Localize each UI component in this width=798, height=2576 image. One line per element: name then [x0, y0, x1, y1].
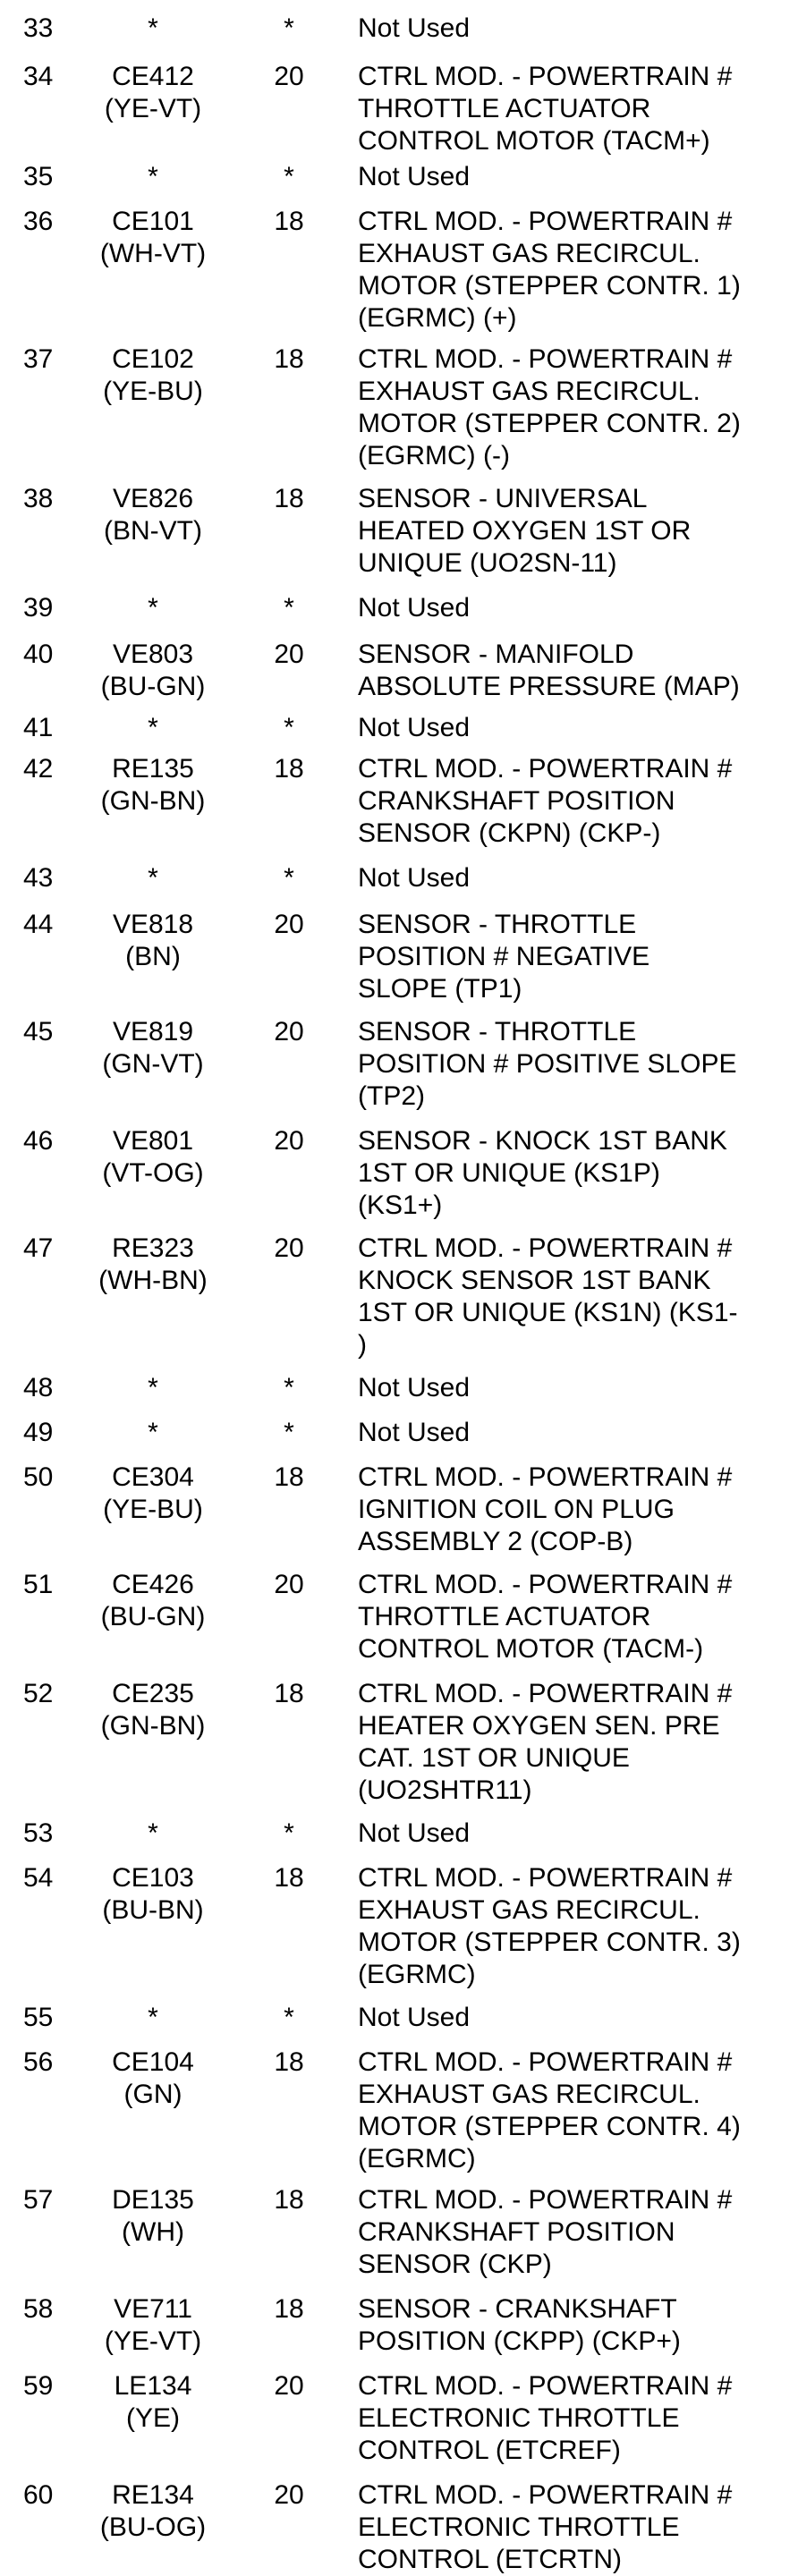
circuit-id: CE104 [112, 2047, 194, 2077]
circuit-id: RE134 [112, 2480, 194, 2510]
circuit-id: CE101 [112, 207, 194, 236]
circuit-cell [77, 61, 229, 125]
wire-color: (BU-OG) [99, 2512, 207, 2542]
pin-number: 44 [23, 910, 54, 939]
circuit-cell [77, 862, 229, 894]
function-line: CRANKSHAFT POSITION [358, 786, 675, 816]
function-cell [358, 1678, 798, 1807]
wire-gauge: 18 [274, 344, 304, 374]
wire-color: (GN-VT) [102, 1049, 204, 1079]
circuit-cell [77, 592, 229, 624]
circuit-cell [77, 1569, 229, 1633]
circuit-cell [77, 909, 229, 973]
function-line: CTRL MOD. - POWERTRAIN # [358, 1679, 733, 1708]
function-cell [358, 1125, 798, 1222]
function-line: HEATED OXYGEN 1ST OR [358, 516, 692, 546]
function-cell [358, 206, 798, 335]
function-cell [358, 1862, 798, 1991]
function-line: EXHAUST GAS RECIRCUL. [358, 377, 700, 406]
wire-gauge: 18 [274, 2047, 304, 2077]
wire-color: (BU-BN) [102, 1895, 204, 1925]
wire-gauge: 18 [274, 2185, 304, 2215]
pin-number: 42 [23, 754, 54, 784]
circuit-id: * [148, 593, 158, 623]
function-line: UNIQUE (UO2SN-11) [358, 548, 617, 578]
circuit-cell [77, 1125, 229, 1190]
function-line: (EGRMC) [358, 2144, 476, 2174]
function-line: THROTTLE ACTUATOR [358, 1602, 651, 1631]
function-line: ELECTRONIC THROTTLE [358, 2512, 680, 2542]
wire-color: (GN-BN) [100, 786, 206, 816]
circuit-id: * [148, 1818, 158, 1848]
function-line: CTRL MOD. - POWERTRAIN # [358, 1233, 733, 1263]
function-line: CONTROL MOTOR (TACM-) [358, 1634, 704, 1664]
circuit-cell [77, 1417, 229, 1449]
function-line: CONTROL (ETCREF) [358, 2436, 621, 2465]
wire-gauge: 18 [274, 754, 304, 784]
function-cell [358, 1372, 798, 1404]
circuit-cell [77, 2002, 229, 2034]
wire-color: (YE-VT) [104, 2326, 202, 2356]
wire-color: (WH-VT) [99, 239, 207, 268]
wire-gauge: 20 [274, 1126, 304, 1156]
wire-color: (BU-GN) [100, 672, 206, 701]
function-cell [358, 2002, 798, 2034]
wire-gauge: 20 [274, 1570, 304, 1599]
function-line: Not Used [358, 863, 471, 893]
circuit-cell [77, 1462, 229, 1526]
function-line: Not Used [358, 13, 471, 43]
wire-gauge: * [284, 13, 294, 43]
wire-gauge: 18 [274, 2294, 304, 2324]
function-cell [358, 1569, 798, 1665]
function-line: 1ST OR UNIQUE (KS1P) [358, 1158, 660, 1188]
circuit-cell [77, 2479, 229, 2544]
pin-number: 53 [23, 1818, 54, 1848]
pin-number: 51 [23, 1570, 54, 1599]
function-line: MOTOR (STEPPER CONTR. 2) [358, 409, 741, 438]
circuit-id: VE803 [112, 640, 194, 669]
wire-gauge: * [284, 1373, 294, 1402]
circuit-cell [77, 161, 229, 193]
wire-color: (BN) [125, 942, 181, 971]
function-line: Not Used [358, 1818, 471, 1848]
circuit-cell [77, 2184, 229, 2249]
function-cell [358, 1462, 798, 1558]
circuit-id: DE135 [112, 2185, 194, 2215]
function-cell [358, 13, 798, 45]
pin-number: 35 [23, 162, 54, 191]
function-cell [358, 909, 798, 1005]
pin-number: 48 [23, 1373, 54, 1402]
function-line: CTRL MOD. - POWERTRAIN # [358, 207, 733, 236]
function-cell [358, 2479, 798, 2576]
circuit-id: CE426 [112, 1570, 194, 1599]
circuit-id: CE235 [112, 1679, 194, 1708]
function-line: Not Used [358, 1373, 471, 1402]
function-line: SENSOR - THROTTLE [358, 910, 637, 939]
function-cell [358, 61, 798, 157]
wire-color: (WH-BN) [98, 1266, 208, 1295]
circuit-id: VE826 [112, 484, 194, 513]
function-line: EXHAUST GAS RECIRCUL. [358, 239, 700, 268]
function-line: CTRL MOD. - POWERTRAIN # [358, 754, 733, 784]
circuit-id: RE323 [112, 1233, 194, 1263]
function-line: CTRL MOD. - POWERTRAIN # [358, 2480, 733, 2510]
function-line: MOTOR (STEPPER CONTR. 1) [358, 271, 741, 301]
wire-color: (YE-VT) [104, 94, 202, 123]
function-cell [358, 2293, 798, 2358]
circuit-id: * [148, 13, 158, 43]
wire-gauge: 20 [274, 1017, 304, 1046]
function-cell [358, 592, 798, 624]
pin-number: 60 [23, 2480, 54, 2510]
circuit-id: * [148, 1373, 158, 1402]
pin-number: 45 [23, 1017, 54, 1046]
circuit-id: * [148, 162, 158, 191]
function-line: EXHAUST GAS RECIRCUL. [358, 1895, 700, 1925]
wire-gauge: 20 [274, 1233, 304, 1263]
circuit-cell [77, 1678, 229, 1742]
function-line: SENSOR - UNIVERSAL [358, 484, 648, 513]
pin-number: 58 [23, 2294, 54, 2324]
function-line: Not Used [358, 1418, 471, 1447]
function-line: CAT. 1ST OR UNIQUE [358, 1743, 630, 1773]
function-line: ) [358, 1330, 367, 1360]
function-cell [358, 862, 798, 894]
function-cell [358, 2370, 798, 2467]
function-line: (KS1+) [358, 1191, 443, 1220]
function-line: CTRL MOD. - POWERTRAIN # [358, 1863, 733, 1893]
wire-color: (YE) [126, 2403, 180, 2433]
function-line: Not Used [358, 713, 471, 742]
function-line: CTRL MOD. - POWERTRAIN # [358, 2047, 733, 2077]
pin-number: 46 [23, 1126, 54, 1156]
function-line: CRANKSHAFT POSITION [358, 2217, 675, 2247]
circuit-cell [77, 2293, 229, 2358]
function-line: CONTROL (ETCRTN) [358, 2545, 622, 2574]
function-cell [358, 1016, 798, 1113]
pin-number: 57 [23, 2185, 54, 2215]
pin-number: 52 [23, 1679, 54, 1708]
function-cell [358, 2046, 798, 2175]
wire-color: (WH) [122, 2217, 184, 2247]
wire-gauge: 20 [274, 62, 304, 91]
function-cell [358, 161, 798, 193]
wire-gauge: 20 [274, 2480, 304, 2510]
circuit-id: * [148, 2003, 158, 2032]
function-line: EXHAUST GAS RECIRCUL. [358, 2080, 700, 2109]
wire-color: (VT-OG) [102, 1158, 204, 1188]
pin-number: 43 [23, 863, 54, 893]
function-line: (EGRMC) (-) [358, 441, 510, 470]
wire-gauge: * [284, 863, 294, 893]
wire-gauge: 18 [274, 1863, 304, 1893]
function-line: Not Used [358, 162, 471, 191]
pin-number: 37 [23, 344, 54, 374]
circuit-cell [77, 483, 229, 547]
pin-number: 50 [23, 1462, 54, 1492]
function-line: Not Used [358, 593, 471, 623]
circuit-cell [77, 1016, 229, 1080]
wire-gauge: * [284, 713, 294, 742]
circuit-id: LE134 [114, 2371, 192, 2401]
function-line: HEATER OXYGEN SEN. PRE [358, 1711, 720, 1741]
function-line: 1ST OR UNIQUE (KS1N) (KS1- [358, 1298, 738, 1327]
function-line: (EGRMC) [358, 1960, 476, 1989]
function-line: MOTOR (STEPPER CONTR. 3) [358, 1928, 741, 1957]
wire-color: (YE-BU) [103, 1495, 203, 1524]
function-line: SLOPE (TP1) [358, 974, 522, 1004]
function-line: POSITION (CKPP) (CKP+) [358, 2326, 681, 2356]
wire-gauge: 18 [274, 1679, 304, 1708]
wire-color: (GN) [123, 2080, 183, 2109]
function-cell [358, 639, 798, 703]
circuit-cell [77, 1862, 229, 1927]
circuit-id: CE103 [112, 1863, 194, 1893]
function-line: ELECTRONIC THROTTLE [358, 2403, 680, 2433]
wire-gauge: * [284, 1418, 294, 1447]
circuit-id: VE801 [112, 1126, 194, 1156]
pin-number: 47 [23, 1233, 54, 1263]
function-cell [358, 753, 798, 850]
circuit-cell [77, 753, 229, 818]
circuit-id: * [148, 863, 158, 893]
function-line: CTRL MOD. - POWERTRAIN # [358, 1570, 733, 1599]
function-line: SENSOR - MANIFOLD [358, 640, 634, 669]
pin-number: 59 [23, 2371, 54, 2401]
function-cell [358, 1818, 798, 1850]
circuit-cell [77, 13, 229, 45]
pin-number: 38 [23, 484, 54, 513]
circuit-cell [77, 2046, 229, 2111]
function-line: (EGRMC) (+) [358, 303, 517, 333]
wire-gauge: * [284, 593, 294, 623]
function-line: SENSOR - CRANKSHAFT [358, 2294, 677, 2324]
pin-number: 34 [23, 62, 54, 91]
function-line: SENSOR - THROTTLE [358, 1017, 637, 1046]
circuit-id: VE818 [112, 910, 194, 939]
wire-gauge: * [284, 1818, 294, 1848]
function-line: THROTTLE ACTUATOR [358, 94, 651, 123]
function-cell [358, 712, 798, 744]
circuit-id: * [148, 1418, 158, 1447]
pin-number: 41 [23, 713, 54, 742]
pin-number: 40 [23, 640, 54, 669]
circuit-cell [77, 712, 229, 744]
circuit-id: VE711 [114, 2294, 192, 2324]
circuit-cell [77, 2370, 229, 2435]
function-line: POSITION # POSITIVE SLOPE [358, 1049, 737, 1079]
function-line: Not Used [358, 2003, 471, 2032]
wire-gauge: 20 [274, 910, 304, 939]
function-line: SENSOR (CKPN) (CKP-) [358, 818, 661, 848]
circuit-cell [77, 206, 229, 270]
function-line: IGNITION COIL ON PLUG [358, 1495, 675, 1524]
function-line: CTRL MOD. - POWERTRAIN # [358, 344, 733, 374]
wire-gauge: 18 [274, 207, 304, 236]
function-line: CONTROL MOTOR (TACM+) [358, 126, 710, 156]
pin-number: 54 [23, 1863, 54, 1893]
function-line: CTRL MOD. - POWERTRAIN # [358, 1462, 733, 1492]
wire-color: (YE-BU) [103, 377, 203, 406]
function-line: SENSOR (CKP) [358, 2250, 552, 2279]
function-line: (TP2) [358, 1081, 425, 1111]
function-line: (UO2SHTR11) [358, 1775, 532, 1805]
function-line: ASSEMBLY 2 (COP-B) [358, 1527, 633, 1556]
wire-gauge: * [284, 162, 294, 191]
pin-number: 36 [23, 207, 54, 236]
function-cell [358, 483, 798, 580]
function-cell [358, 1233, 798, 1361]
pin-number: 39 [23, 593, 54, 623]
circuit-id: VE819 [112, 1017, 194, 1046]
circuit-cell [77, 639, 229, 703]
function-line: MOTOR (STEPPER CONTR. 4) [358, 2112, 741, 2141]
function-line: POSITION # NEGATIVE [358, 942, 650, 971]
wire-color: (BN-VT) [104, 516, 202, 546]
pin-number: 49 [23, 1418, 54, 1447]
function-line: CTRL MOD. - POWERTRAIN # [358, 2371, 733, 2401]
circuit-id: RE135 [112, 754, 194, 784]
wire-gauge: * [284, 2003, 294, 2032]
circuit-id: CE412 [112, 62, 194, 91]
function-line: KNOCK SENSOR 1ST BANK [358, 1266, 711, 1295]
function-line: ABSOLUTE PRESSURE (MAP) [358, 672, 740, 701]
function-cell [358, 343, 798, 472]
pin-number: 55 [23, 2003, 54, 2032]
pin-number: 33 [23, 13, 54, 43]
circuit-id: CE304 [112, 1462, 194, 1492]
circuit-id: CE102 [112, 344, 194, 374]
circuit-cell [77, 343, 229, 408]
wire-gauge: 20 [274, 640, 304, 669]
function-cell [358, 1417, 798, 1449]
wire-gauge: 20 [274, 2371, 304, 2401]
circuit-cell [77, 1233, 229, 1297]
wire-color: (BU-GN) [100, 1602, 206, 1631]
circuit-id: * [148, 713, 158, 742]
circuit-cell [77, 1818, 229, 1850]
function-line: SENSOR - KNOCK 1ST BANK [358, 1126, 727, 1156]
function-cell [358, 2184, 798, 2281]
circuit-cell [77, 1372, 229, 1404]
pin-number: 56 [23, 2047, 54, 2077]
function-line: CTRL MOD. - POWERTRAIN # [358, 2185, 733, 2215]
wire-color: (GN-BN) [100, 1711, 206, 1741]
wire-gauge: 18 [274, 484, 304, 513]
wire-gauge: 18 [274, 1462, 304, 1492]
function-line: CTRL MOD. - POWERTRAIN # [358, 62, 733, 91]
